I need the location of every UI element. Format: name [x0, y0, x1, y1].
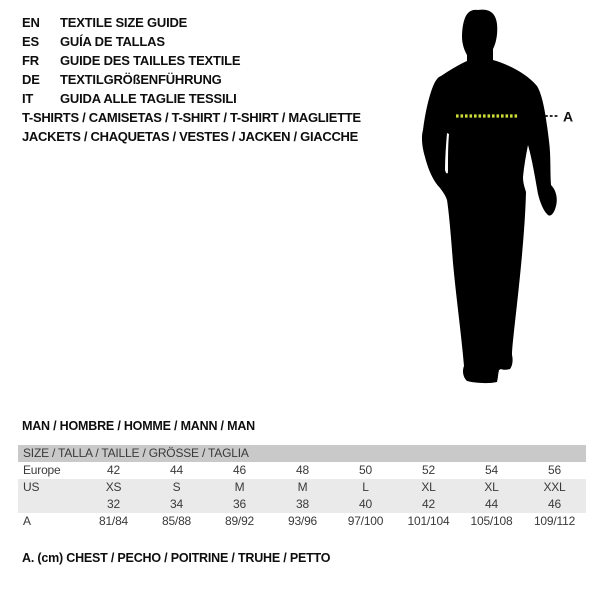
language-row — [22, 70, 240, 89]
language-code: DE — [22, 72, 40, 87]
language-list — [22, 13, 240, 108]
table-cell: 48 — [296, 463, 309, 477]
table-cell: 36 — [233, 497, 246, 511]
language-code: ES — [22, 34, 39, 49]
category-line-jackets: JACKETS / CHAQUETAS / VESTES / JACKEN / GIACCHE — [22, 129, 358, 144]
table-cell: 40 — [359, 497, 372, 511]
table-row-chest-a — [18, 513, 586, 530]
language-row — [22, 32, 240, 51]
language-code: EN — [22, 15, 40, 30]
table-cell: 34 — [170, 497, 183, 511]
category-line-tshirts: T-SHIRTS / CAMISETAS / T-SHIRT / T-SHIRT / MAGLIETTE — [22, 110, 361, 125]
table-cell: 44 — [485, 497, 498, 511]
table-cell: 93/96 — [287, 514, 318, 528]
table-cell: 46 — [233, 463, 246, 477]
table-cell: 97/100 — [347, 514, 384, 528]
table-cell: 54 — [485, 463, 498, 477]
table-cell: 56 — [548, 463, 561, 477]
table-cell: S — [172, 480, 181, 494]
language-row — [22, 51, 240, 70]
table-cell: L — [362, 480, 369, 494]
table-row-us-letters — [18, 479, 586, 496]
table-cell: 42 — [107, 463, 120, 477]
table-cell: 109/112 — [533, 514, 576, 528]
table-cell: M — [234, 480, 245, 494]
language-label: TEXTILE SIZE GUIDE — [60, 15, 188, 30]
table-cell: 85/88 — [161, 514, 192, 528]
man-silhouette — [422, 10, 557, 383]
table-cell: 81/84 — [98, 514, 129, 528]
table-cell: 101/104 — [407, 514, 450, 528]
table-cell: 42 — [422, 497, 435, 511]
table-cell: 89/92 — [224, 514, 255, 528]
language-label: TEXTILGRÖßENFÜHRUNG — [60, 72, 222, 87]
table-cell: M — [297, 480, 308, 494]
language-label: GUIDA ALLE TAGLIE TESSILI — [60, 91, 237, 106]
table-cell: 50 — [359, 463, 372, 477]
row-label: Europe — [23, 463, 61, 477]
table-row-us-numbers — [18, 496, 586, 513]
table-cell: XL — [484, 480, 499, 494]
table-row-europe — [18, 462, 586, 479]
section-title: MAN / HOMBRE / HOMME / MANN / MAN — [22, 419, 255, 433]
man-silhouette-figure — [400, 0, 600, 400]
table-cell: 46 — [548, 497, 561, 511]
row-label: A — [23, 514, 31, 528]
language-code: IT — [22, 91, 34, 106]
row-label — [18, 496, 82, 513]
table-cell: 38 — [296, 497, 309, 511]
table-header: SIZE / TALLA / TAILLE / GRÖSSE / TAGLIA — [18, 445, 586, 462]
table-cell: XL — [421, 480, 436, 494]
table-cell: 105/108 — [470, 514, 513, 528]
table-cell: XS — [105, 480, 122, 494]
measure-label-a: A — [563, 108, 574, 125]
language-label: GUIDE DES TAILLES TEXTILE — [60, 53, 241, 68]
row-label: US — [23, 480, 40, 494]
table-cell: XXL — [543, 480, 566, 494]
footnote: A. (cm) CHEST / PECHO / POITRINE / TRUHE / PETTO — [22, 551, 331, 565]
category-lines — [22, 108, 361, 146]
language-label: GUÍA DE TALLAS — [60, 34, 165, 49]
language-row — [22, 13, 240, 32]
table-cell: 52 — [422, 463, 435, 477]
table-cell: 32 — [107, 497, 120, 511]
size-table — [18, 445, 586, 530]
language-row — [22, 89, 240, 108]
table-cell: 44 — [170, 463, 183, 477]
language-code: FR — [22, 53, 39, 68]
